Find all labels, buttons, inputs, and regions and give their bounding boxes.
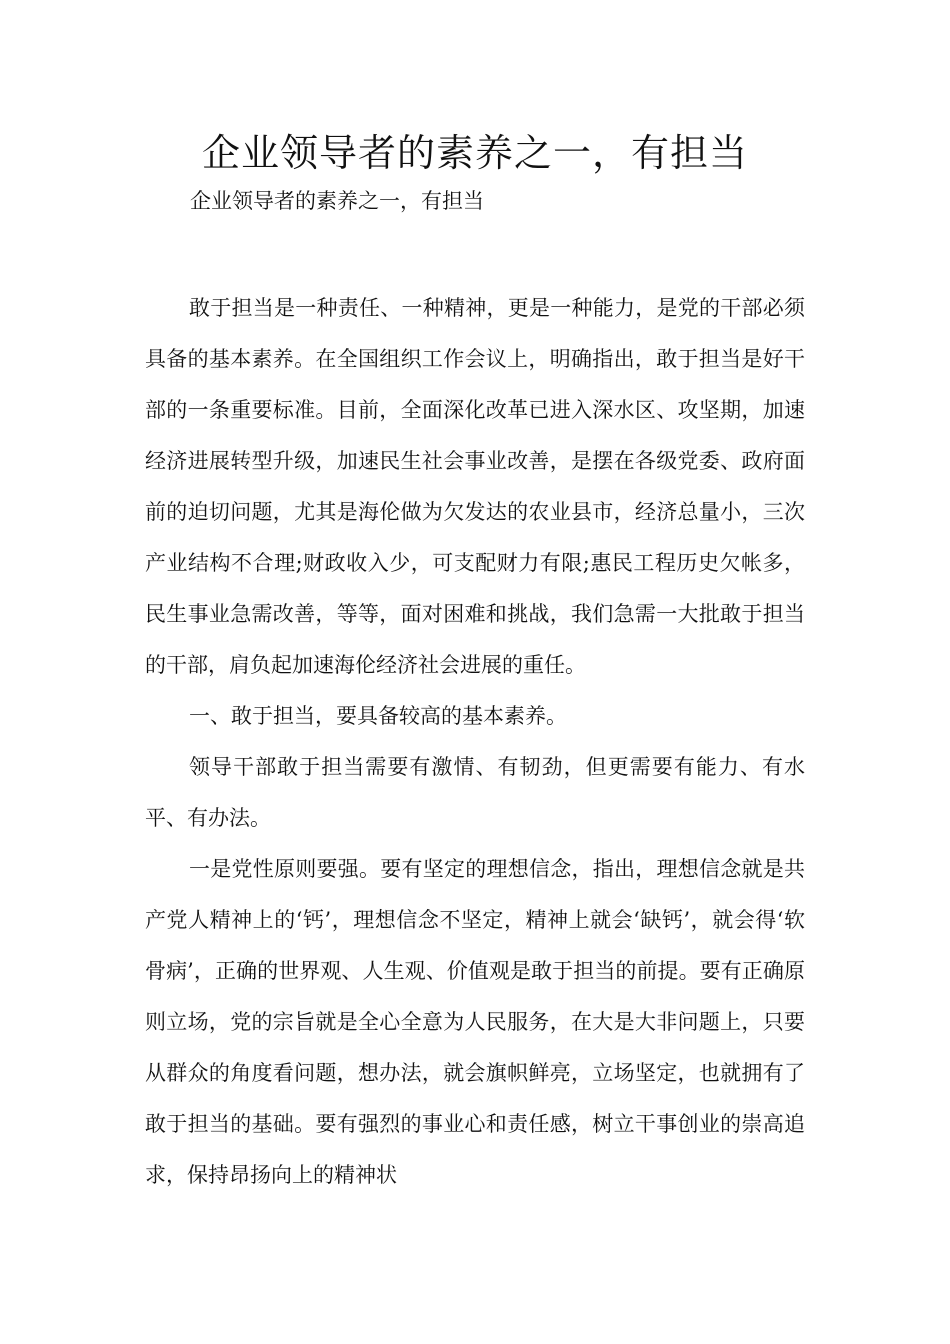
body-paragraph: 领导干部敢于担当需要有激情、有韧劲，但更需要有能力、有水平、有办法。 xyxy=(145,755,805,830)
section-heading: 一、敢于担当，要具备较高的基本素养。 xyxy=(189,704,567,728)
document-subtitle: 企业领导者的素养之一，有担当 xyxy=(190,189,484,213)
body-paragraph: 敢于担当是一种责任、一种精神，更是一种能力，是党的干部必须具备的基本素养。在全国组织工作会议上，明确指出，敢于担当是好干部的一条重要标准。目前，全面深化改革已进入深水区、攻坚期，加速经济进展转型升级，加速民生社会事业改善，是摆在各级党委、政府面前的迫切问题，尤其是海伦做为欠发达的农业县市，经济总量小，三次产业结构不合理;财政收入少，可支配财力有限;惠民工程历史欠帐多，民生事业急需改善，等等，面对困难和挑战，我们急需一大批敢于担当的干部，肩负起加速海伦经济社会进展的重任。 xyxy=(145,296,805,677)
document-title: 企业领导者的素养之一，有担当 xyxy=(201,131,748,175)
document-body xyxy=(145,283,805,1201)
body-paragraph: 一是党性原则要强。要有坚定的理想信念，指出，理想信念就是共产党人精神上的‘钙’，理想信念不坚定，精神上就会‘缺钙’，就会得‘软骨病’，正确的世界观、人生观、价值观是敢于担当的前提。要有正确原则立场，党的宗旨就是全心全意为人民服务，在大是大非问题上，只要从群众的角度看问题，想办法，就会旗帜鲜亮，立场坚定，也就拥有了敢于担当的基础。要有强烈的事业心和责任感，树立干事创业的崇高追求，保持昂扬向上的精神状 xyxy=(145,857,805,1187)
